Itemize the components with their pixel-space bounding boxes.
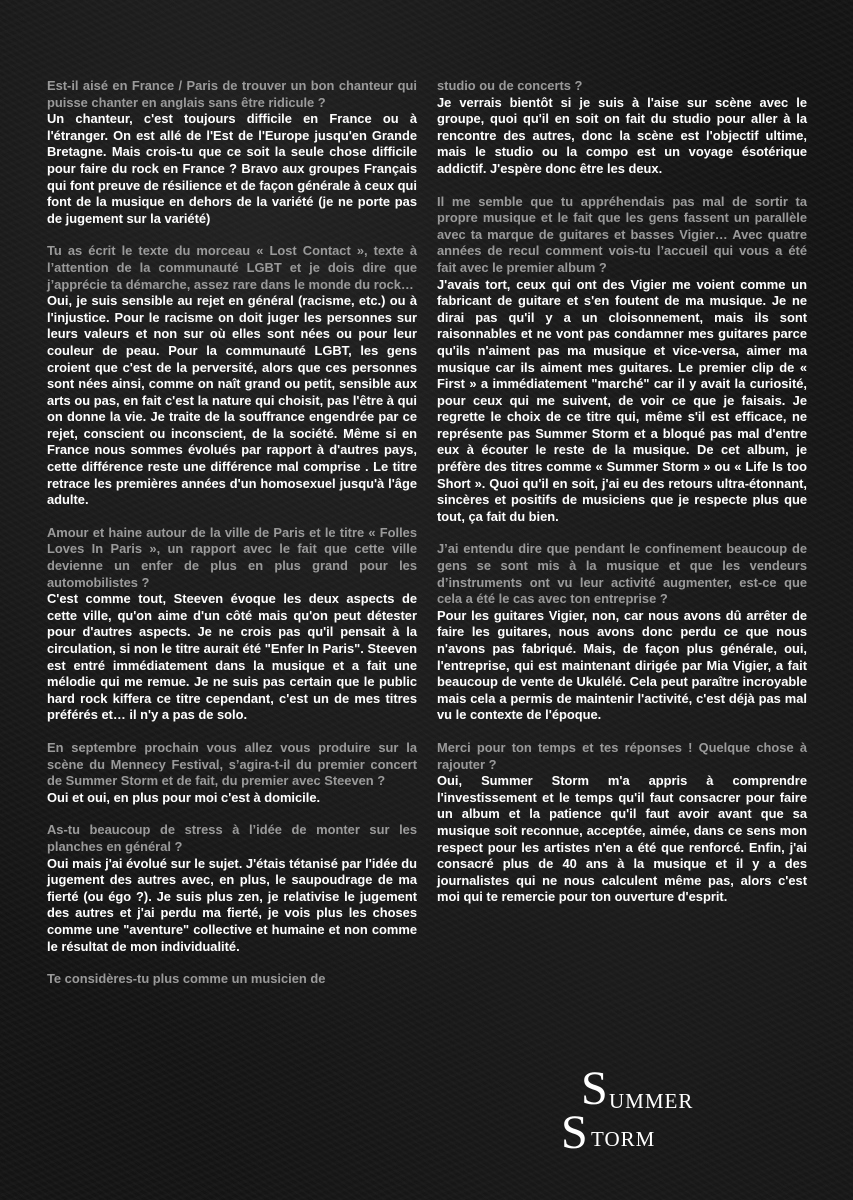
answer-5: Oui mais j'ai évolué sur le sujet. J'étais tétanisé par l'idée du jugement des autres avec, en plus, le saupoudrage de ma fierté (ou égo ?). Je suis plus zen, je relativise le jugement des autres et j'ai perdu ma fierté, je vois plus les choses comme une "aventure" collective et humaine et non comme le résultat de mon individualité. — [47, 855, 417, 954]
answer-4: Oui et oui, en plus pour moi c'est à domicile. — [47, 789, 321, 805]
answer-1: Un chanteur, c'est toujours difficile en France ou à l'étranger. On est allé de l'Est de l'Europe jusqu'en Grande Bretagne. Mais crois-tu que ce soit la seule chose difficile pour faire du rock en France ? Bravo aux groupes Français qui font preuve de résilience et de façon générale à ceux qui font de la musique en dehors de la variété (je ne porte pas de jugement sur la variété) — [47, 111, 417, 226]
question-6-start: Te considères-tu plus comme un musicien de — [47, 971, 326, 987]
logo-initial-bottom: S — [561, 1106, 588, 1156]
question-1: Est-il aisé en France / Paris de trouver un bon chanteur qui puisse chanter en anglais sans être ridicule ? — [47, 78, 417, 110]
question-3: Amour et haine autour de la ville de Paris et le titre « Folles Loves In Paris », un rapport avec le fait que cette ville devienne un enfer de plus en plus grand pour les automobilistes ? — [47, 524, 417, 590]
question-5: As-tu beaucoup de stress à l’idée de monter sur les planches en général ? — [47, 822, 417, 854]
answer-7: J'avais tort, ceux qui ont des Vigier me voient comme un fabricant de guitare et s'en foutent de ma musique. Je ne dirai pas qu'il y a un cloisonnement, mais ils sont raisonnables et ne vont pas condamner mes guitares parce qu'ils n'aiment pas ma musique et vice-versa, aimer ma musique car ils aiment mes guitares. Le premier clip de « First » a immédiatement "marché" car il y avait la curiosité, pour ceux qui me suivent, de voir ce que je faisais. Je regrette le choix de ce titre qui, même s'il est efficace, ne représente pas Summer Storm et a bloqué pas mal d'entre eux à écouter le reste de la musique. De cet album, je préfère des titres comme « Summer Storm » ou « Life Is too Short ». Quoi qu'il en soit, j'ai eu des retours ultra-étonnant, sincères et positifs de musiciens que je respecte plus que tout, ça fait du bien. — [437, 276, 807, 524]
question-2: Tu as écrit le texte du morceau « Lost Contact », texte à l’attention de la communauté LGBT et je dois dire que j’apprécie ta démarche, assez rare dans le monde du rock… — [47, 243, 417, 292]
question-7: Il me semble que tu appréhendais pas mal de sortir ta propre musique et le fait que les gens fassent un parallèle avec ta marque de guitares et basses Vigier… Avec quatre années de recul comment vois-tu l’accueil qui vous a été fait avec le premier album ? — [437, 193, 807, 275]
question-6-end: studio ou de concerts ? — [437, 78, 583, 93]
right-column — [437, 78, 807, 906]
answer-8: Pour les guitares Vigier, non, car nous avons dû arrêter de faire les guitares, nous avons donc perdu ce que nous n'avons pas fabriqué. Mais, de façon plus générale, oui, l'entreprise, qui est maintenant dirigée par Mia Vigier, a fait beaucoup de vente de Ukulélé. Cela peut paraître incroyable mais cela a permis de maintenir l'activité, c'est déjà pas mal vu le contexte de l'époque. — [437, 607, 807, 723]
logo-word-storm: TORM — [591, 1127, 656, 1151]
answer-9: Oui, Summer Storm m'a appris à comprendre l'investissement et le temps qu'il faut consacrer pour faire un album et la patience qu'il faut avoir avant que sa musique soit reconnue, acceptée, aimée, dans ce sens mon respect pour les artistes n'en a été que renforcé. Enfin, j'ai consacré plus de 40 ans à la musique et il y a des journalistes qui ne nous calculent même pas, alors c'est moi qui te remercie pour ton ouverture d'esprit. — [437, 773, 807, 905]
answer-3: C'est comme tout, Steeven évoque les deux aspects de cette ville, qu'on aime d'un côté mais qu'on peut détester pour d'autres aspects. Je ne crois pas qu'il pensait à la circulation, si non le titre aurait été "Enfer In Paris". Steeven est entré immédiatement dans la musique et a fait une mélodie qui me remue. Je ne suis pas certain que le public hard rock kiffera ce titre cependant, c'est un de mes titres préférés et… il n'y a pas de solo. — [47, 591, 417, 723]
question-8: J’ai entendu dire que pendant le confinement beaucoup de gens se sont mis à la musique et que les vendeurs d’instruments ont vu leur activité augmenter, est-ce que cela a été le cas avec ton entreprise ? — [437, 541, 807, 607]
answer-6: Je verrais bientôt si je suis à l'aise sur scène avec le groupe, quoi qu'il en soit on fait du studio pour aller à la rencontre des autres, donc la scène est l'objectif ultime, mais le studio ou la compo est un voyage ésotérique addictif. J'espère donc être les deux. — [437, 94, 807, 176]
logo-word-summer: UMMER — [609, 1089, 694, 1113]
logo-initial-top: S — [581, 1064, 608, 1115]
question-9: Merci pour ton temps et tes réponses ! Quelque chose à rajouter ? — [437, 739, 807, 772]
summer-storm-logo — [553, 1064, 713, 1156]
left-column — [47, 78, 417, 988]
question-4: En septembre prochain vous allez vous produire sur la scène du Mennecy Festival, s’agira-t-il du premier concert de Summer Storm et de fait, du premier avec Steeven ? — [47, 739, 417, 789]
answer-2: Oui, je suis sensible au rejet en général (racisme, etc.) ou à l'injustice. Pour le racisme on doit juger les personnes sur leurs valeurs et non sur où elles sont nées ou pour leur couleur de peau. Pour la communauté LGBT, les gens croient que c'est de la perversité, alors que ces personnes sont nées ainsi, comme on naît grand ou petit, sensible aux arts ou pas, en fait c'est la nature qui choisit, pas l'être à qui on donne la vie. Je traite de la souffrance engendrée par ce rejet, conscient ou inconscient, de la société. Même si en France nous sommes évolués par rapport à d'autres pays, cette différence reste une différence mal comprise . Le titre retrace les premières années d'un homosexuel jusqu'à l'âge adulte. — [47, 293, 417, 508]
